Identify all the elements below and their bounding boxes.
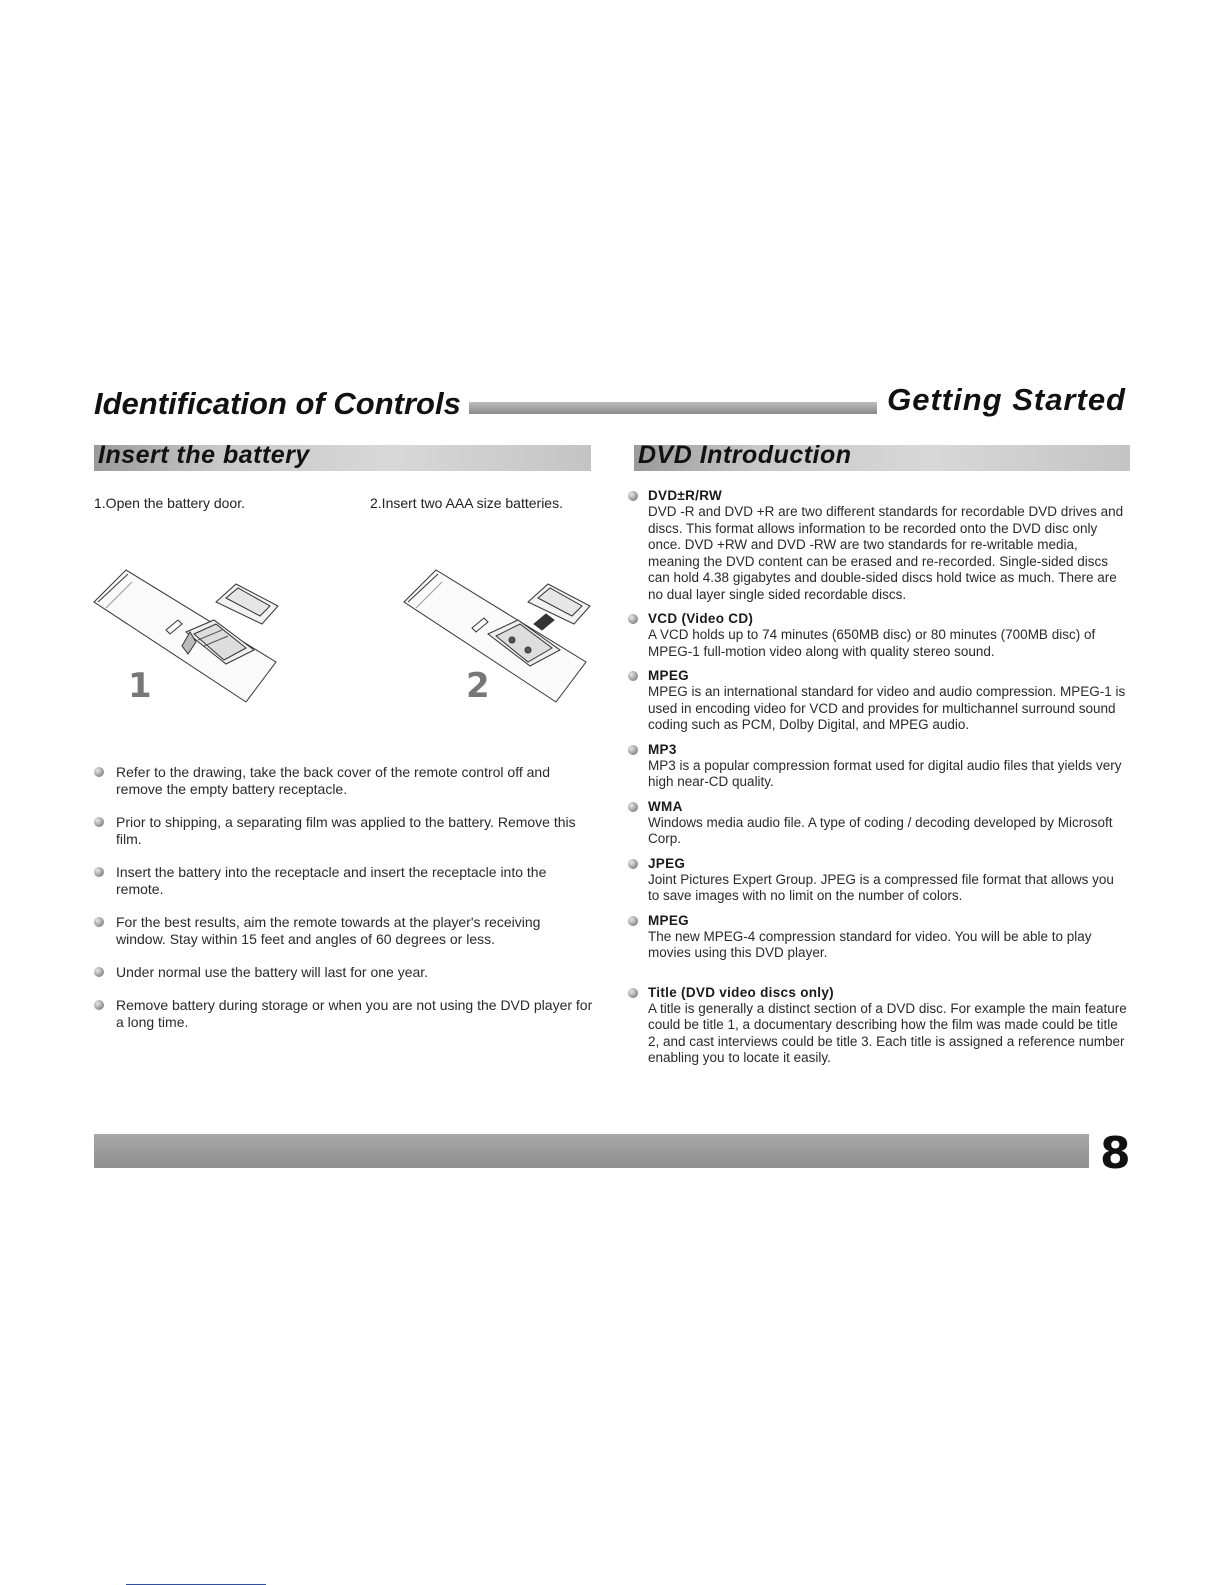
list-item (628, 855, 1128, 905)
list-item: Prior to shipping, a separating film was applied to the battery. Remove this film. (94, 814, 594, 848)
section-label: Getting Started (877, 380, 1126, 420)
term-description: MP3 is a popular compression format used for digital audio files that yields very high near-CD quality. (648, 757, 1122, 789)
term-heading: MPEG (648, 668, 689, 683)
list-item (628, 487, 1128, 603)
bullet-icon (628, 916, 638, 926)
term-heading: WMA (648, 798, 683, 814)
term-heading: VCD (Video CD) (648, 611, 754, 626)
figure-1-number: 1 (128, 666, 152, 706)
battery-instructions-list (94, 764, 594, 1047)
term-description: A VCD holds up to 74 minutes (650MB disc) or 80 minutes (700MB disc) of MPEG-1 full-motion video along with quality stereo sound. (648, 627, 1096, 659)
step-2-caption: 2.Insert two AAA size batteries. (370, 495, 563, 511)
list-item (628, 984, 1128, 1067)
page-number: 8 (1100, 1128, 1131, 1179)
bullet-icon (94, 817, 104, 827)
bullet-icon (628, 988, 638, 998)
insert-battery-heading: Insert the battery (98, 441, 310, 469)
bullet-icon (628, 745, 638, 755)
term-description: The new MPEG-4 compression standard for video. You will be able to play movies using this DVD player. (648, 928, 1092, 960)
insert-battery-heading-bar (94, 441, 591, 471)
remote-insert-batteries-illustration (396, 562, 596, 707)
dvd-introduction-heading-bar (634, 441, 1130, 471)
term-heading: MP3 (648, 741, 677, 757)
list-item: Under normal use the battery will last for one year. (94, 964, 594, 981)
remote-battery-door-illustration (86, 562, 286, 707)
bullet-icon (94, 1000, 104, 1010)
list-item: Insert the battery into the receptacle and insert the receptacle into the remote. (94, 864, 594, 898)
term-heading: JPEG (648, 855, 686, 871)
term-heading: Title (DVD video discs only) (648, 984, 834, 1000)
bullet-icon (94, 867, 104, 877)
term-description: Joint Pictures Expert Group. JPEG is a compressed file format that allows you to save images with no limit on the number of colors. (648, 871, 1114, 903)
bullet-icon (628, 802, 638, 812)
list-item: Remove battery during storage or when you are not using the DVD player for a long time. (94, 997, 594, 1031)
dvd-intro-list (628, 487, 1128, 1074)
bullet-icon (628, 491, 638, 501)
bullet-icon (94, 917, 104, 927)
list-item (628, 798, 1128, 848)
term-heading: MPEG (648, 912, 689, 928)
step-1-caption: 1.Open the battery door. (94, 495, 245, 511)
term-description: MPEG is an international standard for video and audio compression. MPEG-1 is used in encoding video for VCD and provides for multichannel surround sound coding such as PCM, Dolby Digital, and MPEG audio. (648, 684, 1126, 732)
dvd-introduction-heading: DVD Introduction (638, 441, 852, 469)
list-item (628, 667, 1128, 734)
bullet-icon (628, 859, 638, 869)
list-item: Refer to the drawing, take the back cover of the remote control off and remove the empty battery receptacle. (94, 764, 594, 798)
list-item (628, 912, 1128, 962)
figure-2-number: 2 (466, 666, 490, 706)
chapter-title: Identification of Controls (94, 384, 469, 424)
term-description: A title is generally a distinct section of a DVD disc. For example the main feature could be title 1, a documentary describing how the film was made could be title 2, and cast interviews could be title 3. Each title is assigned a reference number enabling you to locate it easily. (648, 1000, 1127, 1065)
list-item: For the best results, aim the remote towards at the player's receiving window. Stay within 15 feet and angles of 60 degrees or less. (94, 914, 594, 948)
list-item (628, 741, 1128, 791)
bullet-icon (94, 967, 104, 977)
list-item (628, 610, 1128, 660)
term-description: DVD -R and DVD +R are two different standards for recordable DVD drives and discs. This format allows information to be recorded onto the DVD disc only once. DVD +RW and DVD -RW are two standards for re-writable media, meaning the DVD content can be erased and re-recorded. Single-sided discs can hold 4.38 gigabytes and double-sided discs hold twice as much. There are no dual layer single sided recordable discs. (648, 504, 1124, 602)
bullet-icon (94, 767, 104, 777)
term-description: Windows media audio file. A type of coding / decoding developed by Microsoft Corp. (648, 814, 1113, 846)
term-heading: DVD±R/RW (648, 488, 723, 503)
footer-bar (94, 1134, 1089, 1168)
bullet-icon (628, 614, 638, 624)
bullet-icon (628, 671, 638, 681)
